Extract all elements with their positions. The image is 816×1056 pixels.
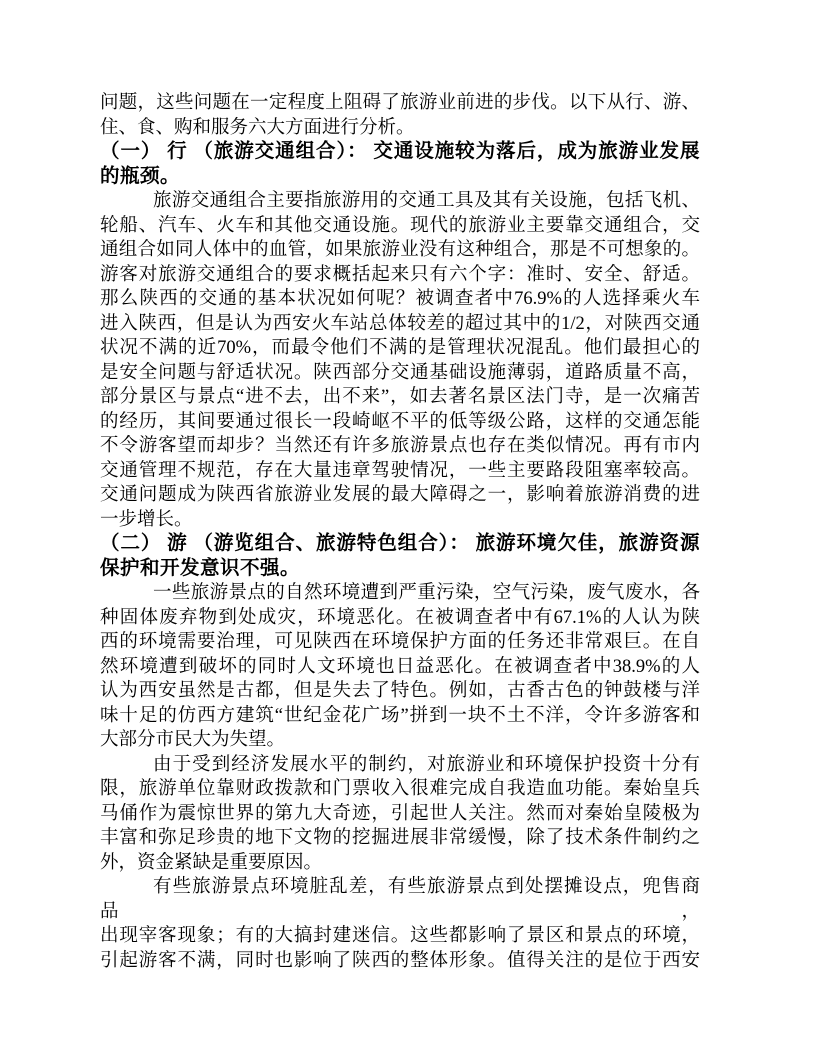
text-line: 出现宰客现象；有的大搞封建迷信。这些都影响了景区和景点的环境， [100, 926, 700, 946]
text-line: 轮船、汽车、火车和其他交通设施。现代的旅游业主要靠交通组合，交 [100, 215, 700, 236]
text-line: 的瓶颈。 [100, 165, 181, 187]
text-line: 限，旅游单位靠财政拨款和门票收入很难完成自我造血功能。秦始皇兵 [100, 779, 700, 799]
text-line: 外，资金紧缺是重要原因。 [100, 852, 323, 873]
text-line: 住、食、购和服务六大方面进行分析。 [100, 117, 415, 138]
text-line: 游客对旅游交通组合的要求概括起来只有六个字：准时、安全、舒适。 [100, 264, 700, 285]
paragraph [100, 753, 700, 876]
text-line: 交通管理不规范，存在大量违章驾驶情况，一些主要路段阻塞率较高。 [100, 460, 700, 481]
text-line: 马俑作为震惊世界的第九大奇迹，引起世人关注。然而对秦始皇陵极为 [100, 803, 700, 824]
text-line: 状况不满的近70%，而最令他们不满的是管理状况混乱。他们最担心的 [100, 338, 700, 358]
text-line: 一步增长。 [100, 509, 193, 530]
text-line: 有些旅游景点环境脏乱差，有些旅游景点到处摆摊设点，兜售商品， [100, 877, 700, 922]
text-line: 不令游客望而却步？当然还有许多旅游景点也存在类似情况。再有市内 [100, 436, 700, 456]
text-line: 交通问题成为陕西省旅游业发展的最大障碍之一，影响着旅游消费的进 [100, 485, 700, 505]
text-line: （一） 行 （旅游交通组合）： 交通设施较为落后，成为旅游业发展 [100, 141, 700, 162]
text-line: 种固体废弃物到处成灾，环境恶化。在被调查者中有67.1%的人认为陕 [100, 607, 700, 628]
text-line: 是安全问题与舒适状况。陕西部分交通基础设施薄弱，道路质量不高， [100, 362, 700, 383]
text-line: （二） 游 （游览组合、旅游特色组合）： 旅游环境欠佳，旅游资源 [100, 533, 700, 554]
text-line: 西的环境需要治理，可见陕西在环境保护方面的任务还非常艰巨。在自 [100, 632, 700, 652]
text-line: 大部分市民大为失望。 [100, 730, 286, 750]
text-line: 进入陕西，但是认为西安火车站总体较差的超过其中的1/2，对陕西交通 [100, 313, 700, 334]
text-line: 由于受到经济发展水平的制约，对旅游业和环境保护投资十分有 [153, 754, 700, 775]
text-line: 旅游交通组合主要指旅游用的交通工具及其有关设施，包括飞机、 [153, 191, 700, 211]
text-line: 然环境遭到破坏的同时人文环境也日益恶化。在被调查者中38.9%的人 [100, 656, 700, 677]
text-line: 问题，这些问题在一定程度上阻碍了旅游业前进的步伐。以下从行、游、 [100, 93, 700, 113]
text-line: 味十足的仿西方建筑“世纪金花广场”拼到一块不土不洋，令许多游客和 [100, 705, 700, 726]
section-heading [100, 140, 700, 189]
text-column [100, 91, 700, 973]
section-heading [100, 532, 700, 581]
text-line: 认为西安虽然是古都，但是失去了特色。例如，古香古色的钟鼓楼与洋 [100, 681, 700, 701]
paragraph [100, 91, 700, 140]
paragraph [100, 875, 700, 973]
paragraph [100, 189, 700, 532]
text-line: 一些旅游景点的自然环境遭到严重污染，空气污染，废气废水，各 [153, 583, 700, 603]
text-line: 部分景区与景点“进不去，出不来”，如去著名景区法门寺，是一次痛苦 [100, 387, 700, 407]
paragraph [100, 581, 700, 753]
text-line: 那么陕西的交通的基本状况如何呢？被调查者中76.9%的人选择乘火车 [100, 289, 700, 309]
text-line: 引起游客不满，同时也影响了陕西的整体形象。值得关注的是位于西安 [100, 950, 700, 971]
text-line: 丰富和弥足珍贵的地下文物的挖掘进展非常缓慢，除了技术条件制约之 [100, 828, 700, 848]
text-line: 通组合如同人体中的血管，如果旅游业没有这种组合，那是不可想象的。 [100, 240, 700, 260]
text-line: 保护和开发意识不强。 [100, 557, 301, 579]
text-line: 的经历，其间要通过很长一段崎岖不平的低等级公路，这样的交通怎能 [100, 411, 700, 432]
